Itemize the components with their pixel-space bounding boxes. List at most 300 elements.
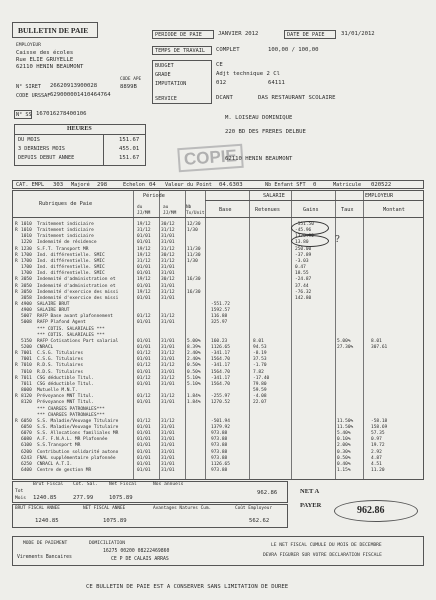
cell-taux: 11.50% [337, 424, 354, 430]
cell-code: 7010 [21, 369, 32, 375]
cell-lib: RAFP Base avant plafonnement [37, 314, 113, 320]
cell-au: 31/01 [161, 461, 175, 467]
cell-lib: Prévoyance MNT Titul. [37, 400, 94, 406]
col-au: au JJ/MM [163, 205, 177, 216]
cell-au: 31/01 [161, 357, 175, 363]
cell-du: 19/12 [137, 252, 151, 258]
cell-lib: S.S. Maladie/Veuvage Titulaire [37, 418, 119, 424]
grade-value: Adjt technique 2 Cl [216, 71, 280, 77]
dom-bank: CE P DE CALAIS ARRAS [111, 557, 169, 562]
nb-enfant-value: 0 [313, 182, 317, 188]
cell-lib: Prévoyance MNT Titul. [37, 394, 94, 400]
cell-taux: 0.50% [337, 455, 351, 461]
cell-ret: -17.40 [253, 375, 270, 381]
cell-mont: -58.18 [371, 418, 388, 424]
valeur-point-label: Valeur du Point [165, 182, 212, 188]
cell-code: 7010 [21, 363, 32, 369]
cell-base: 973.88 [211, 431, 228, 437]
cell-ret: 7.82 [253, 369, 264, 375]
mois-label: Mois [15, 496, 27, 501]
cell-base: 1270.52 [211, 400, 230, 406]
cell-lib: Centre de gestion MR [37, 468, 92, 473]
cell-lib: R.D.S. Titulaires [37, 369, 84, 375]
cell-base: 1126.65 [211, 461, 230, 467]
cell-code: 8120 [21, 400, 32, 406]
cell-mont: 2.92 [371, 449, 382, 455]
cell-base: 160.23 [211, 338, 228, 344]
cell-taux: 2.00% [337, 443, 351, 449]
ann-h8: Coût Employeur [235, 506, 273, 511]
payer-label: PAYER [300, 502, 322, 509]
cell-du: 19/12 [137, 289, 151, 295]
cell-lib: CSG déductible Titul. [37, 375, 94, 381]
urssaf-value: 629000001410464764 [50, 92, 111, 98]
col-rubriques: Rubriques de Paie [39, 201, 93, 207]
cat-value: 303 [53, 182, 64, 188]
cell-du: 01/01 [137, 271, 151, 277]
cell-gain: 142.80 [295, 295, 312, 301]
cell-au: 31/12 [161, 375, 175, 381]
cell-base: 973.88 [211, 443, 228, 449]
cell-mont: 8.01 [371, 338, 382, 344]
cell-lib: S.S. Maladie/Veuvage Titulaire [37, 424, 119, 430]
cell-nb: 5.10% [187, 375, 201, 381]
cell-lib: *** COTIS. SALARIALES *** [37, 326, 105, 332]
cell-lib: Indemnité d'exercice des missi [37, 289, 119, 295]
heures-title: HEURES [67, 126, 92, 132]
cell-nb: 0.50% [187, 363, 201, 369]
cell-code: 3050 [21, 283, 32, 289]
cell-au: 31/01 [161, 338, 175, 344]
cell-du: 01/12 [137, 351, 151, 357]
cell-lib: S.S. Allocations familiales MR [37, 431, 119, 437]
cell-au: 31/12 [161, 418, 175, 424]
cell-base: -551.72 [211, 301, 230, 307]
cell-c: R [15, 394, 18, 400]
cat-label: CAT. EMPL [16, 182, 45, 188]
cell-code: 4900 [21, 308, 32, 314]
cell-code: 4900 [21, 301, 32, 307]
cell-lib: *** CHARGES PATRONALES*** [37, 412, 105, 418]
cell-gain: 13.80 [295, 240, 309, 246]
imputation-label: IMPUTATION [155, 81, 187, 87]
temps-value: COMPLET [216, 47, 240, 53]
cell-lib: C.S.G. Titulaires [37, 351, 84, 357]
cell-nb: 2.40% [187, 351, 201, 357]
cell-base: 973.88 [211, 437, 228, 443]
employee-city: 62110 HENIN BEAUMONT [225, 156, 293, 162]
cell-nb: 11/30 [187, 252, 201, 258]
cell-gain: -551.50 [295, 222, 314, 227]
cell-du: 01/01 [137, 431, 151, 437]
cell-du: 01/01 [137, 424, 151, 430]
footer-box [12, 536, 424, 566]
imputation-code: 64111 [268, 80, 285, 86]
col-du: du JJ/MM [137, 205, 151, 216]
cell-du: 01/01 [137, 357, 151, 363]
cell-code: 6070 [21, 431, 32, 437]
cell-base: 973.88 [211, 455, 228, 461]
cell-base: -255.97 [211, 394, 230, 400]
cell-c: R [15, 301, 18, 307]
heures-3mois-value: 455.01 [119, 146, 140, 152]
cell-du: 19/12 [137, 277, 151, 283]
cell-du: 31/12 [137, 228, 151, 234]
cell-gain: 37.44 [295, 283, 309, 289]
code-ape-label: CODE APE [120, 77, 142, 82]
cell-taux: 0.40% [337, 461, 351, 467]
cell-nb: 1.84% [187, 394, 201, 400]
echelon-label: Echelon [123, 182, 145, 188]
heures-annee-label: DEPUIS DEBUT ANNEE [18, 155, 75, 161]
cell-taux: 1.15% [337, 468, 351, 473]
payslip-rows [1, 221, 436, 479]
totals-box [12, 481, 288, 503]
service-value: DCANT [216, 95, 233, 101]
siret-label: N° SIRET [16, 84, 41, 90]
cell-du: 01/12 [137, 363, 151, 369]
cell-code: 7001 [21, 351, 32, 357]
cell-lib: CNRACL [37, 345, 54, 350]
cell-mont: 4.51 [371, 461, 382, 467]
code-ape-value: 8899B [120, 84, 137, 90]
employer-line-2: Rue ELIE GRUYELLE [16, 57, 74, 63]
cell-taux: 5.40% [337, 431, 351, 437]
dom-value: 16275 00200 08222469860 [103, 549, 170, 554]
ss-value: 167016278400106 [36, 111, 87, 117]
cell-du: 01/01 [137, 234, 151, 240]
cell-du: 01/01 [137, 345, 151, 350]
col-base: Base [219, 207, 232, 213]
cell-au: 31/01 [161, 234, 175, 240]
cell-base: -501.94 [211, 418, 230, 424]
cell-lib: S.F.T. Transport MR [37, 246, 89, 252]
periode-label: PERIODE DE PAIE [155, 32, 202, 38]
cell-taux: 11.50% [337, 418, 354, 424]
cell-code: 3050 [21, 289, 32, 295]
cell-ret: 22.07 [253, 400, 267, 406]
mois-brut: 1240.85 [33, 495, 57, 501]
cell-ret: 94.53 [253, 345, 267, 350]
cell-au: 31/12 [161, 314, 175, 320]
tot-h1: Brut Fiscal [33, 482, 64, 487]
cell-c: R [15, 277, 18, 283]
cell-au: 31/01 [161, 381, 175, 387]
cell-base: -341.17 [211, 363, 230, 369]
budget-label: BUDGET [155, 63, 174, 69]
cell-ret: -4.08 [253, 394, 267, 400]
cell-au: 31/01 [161, 265, 175, 271]
cell-c: R [15, 283, 18, 289]
cell-lib: Indemnité d'administration et [37, 277, 116, 283]
cell-code: 5150 [21, 338, 32, 344]
cell-au: 31/12 [161, 258, 175, 264]
cell-ret: 59.59 [253, 388, 267, 394]
cell-code: 1700 [21, 265, 32, 271]
cell-du: 01/12 [137, 314, 151, 320]
employer-line-3: 62110 HENIN BEAUMONT [16, 64, 84, 70]
cell-c: R [15, 418, 18, 424]
cell-lib: Ind. différentielle. SMIC [37, 252, 105, 258]
ann-net: 1075.89 [103, 518, 127, 524]
cell-au: 31/01 [161, 295, 175, 301]
cell-nb: 8.39% [187, 345, 201, 350]
cell-lib: Traitement indiciaire [37, 222, 94, 227]
cell-du: 01/01 [137, 338, 151, 344]
ann-brut: 1240.85 [35, 518, 59, 524]
cell-du: 01/01 [137, 449, 151, 455]
cell-code: 1010 [21, 228, 32, 234]
cell-au: 31/01 [161, 271, 175, 277]
cell-du: 01/01 [137, 461, 151, 467]
cell-lib: Indemnité d'exercice des missi [37, 295, 119, 301]
ss-label: N° SS [16, 112, 32, 118]
dom-label: DOMICILIATION [89, 541, 125, 546]
employer-line-1: Caisse des écoles [16, 50, 74, 56]
cell-du: 01/01 [137, 468, 151, 473]
cell-base: 1126.65 [211, 345, 230, 350]
cell-ret: -1.70 [253, 363, 267, 369]
cell-lib: *** CHARGES PATRONALES*** [37, 406, 105, 412]
cell-lib: FNAL supplémentaire plafonnée [37, 455, 116, 461]
cell-code: 1700 [21, 252, 32, 258]
cell-du: 01/01 [137, 381, 151, 387]
cell-lib: R.D.S. Titulaires [37, 363, 84, 369]
cell-code: 3058 [21, 295, 32, 301]
cell-au: 31/01 [161, 437, 175, 443]
cell-gain: -3.03 [295, 258, 309, 264]
date-value: 31/01/2012 [341, 31, 375, 37]
mode-value: Virements Bancaires [17, 555, 72, 560]
cell-du: 01/01 [137, 400, 151, 406]
cell-c: R [15, 363, 18, 369]
cell-base: 1592.57 [211, 308, 230, 314]
cell-base: 1564.70 [211, 357, 230, 363]
cell-code: 6400 [21, 468, 32, 473]
employer-label: EMPLOYEUR [16, 43, 41, 48]
heures-3mois-label: 3 DERNIERS MOIS [18, 146, 65, 152]
majore-value: 298 [97, 182, 108, 188]
heures-annee-value: 151.67 [119, 155, 140, 161]
annual-box [12, 504, 288, 528]
cell-lib: *** COTIS. SALARIALES *** [37, 332, 105, 338]
heures-mois-label: DU MOIS [18, 137, 40, 143]
cell-gain: -45.96 [295, 228, 312, 234]
cell-lib: Indemnité de résidence [37, 240, 97, 246]
cell-nb: 12/30 [187, 222, 201, 227]
col-salarie: SALARIE [263, 193, 285, 199]
cell-au: 31/01 [161, 283, 175, 289]
cell-lib: RAFP Cotisations Part salarial [37, 338, 119, 344]
temps-label: TEMPS DE TRAVAIL [155, 48, 205, 54]
col-taux: Taux [341, 207, 354, 213]
cell-c: R [15, 228, 18, 234]
cell-du: 01/01 [137, 265, 151, 271]
cell-base: 1564.70 [211, 369, 230, 375]
cell-du: 01/01 [137, 295, 151, 301]
mode-label: MODE DE PAIEMENT [23, 541, 68, 546]
id-line [12, 180, 424, 189]
cell-au: 31/01 [161, 431, 175, 437]
cell-code: 1010 [21, 234, 32, 240]
note-2: DEVRA FIGURER SUR VOTRE DECLARATION FISCALE [263, 553, 382, 558]
cell-base: -341.17 [211, 375, 230, 381]
cell-code: 6250 [21, 461, 32, 467]
cell-du: 01/01 [137, 443, 151, 449]
cell-du: 01/12 [137, 394, 151, 400]
cell-code: 1700 [21, 258, 32, 264]
cell-code: 1700 [21, 271, 32, 277]
matricule-value: 020522 [371, 182, 392, 188]
date-label: DATE DE PAIE [287, 32, 325, 38]
cell-base: 973.88 [211, 468, 228, 473]
cell-nb: 0.50% [187, 369, 201, 375]
cell-base: 116.88 [211, 314, 228, 320]
cell-au: 30/12 [161, 222, 175, 227]
cell-code: 5007 [21, 314, 32, 320]
cell-du: 01/12 [137, 375, 151, 381]
cell-base: -341.17 [211, 351, 230, 357]
nb-enfant-label: Nb Enfant SFT [265, 182, 306, 188]
cell-code: 8000 [21, 388, 32, 394]
handwritten-mark: ? [335, 235, 340, 245]
cell-lib: Indemnité d'administration et [37, 283, 116, 289]
cell-lib: SALAIRE BRUT [37, 308, 70, 314]
cell-code: 6243 [21, 455, 32, 461]
cell-gain: 250.00 [295, 246, 312, 252]
ann-h5: BRUT FISCAL ANNEE [15, 506, 60, 511]
bottom-notice: CE BULLETIN DE PAIE EST A CONSERVER SANS LIMITATION DE DUREE [86, 584, 289, 590]
tot-h2: Cot. Sal. [73, 482, 98, 487]
cell-du: 31/12 [137, 258, 151, 264]
cell-code: 7011 [21, 381, 32, 387]
cell-mont: 19.72 [371, 443, 385, 449]
cell-du: 01/01 [137, 369, 151, 375]
cell-ret: 79.80 [253, 381, 267, 387]
ann-h7: Avantages Natures Cum. [153, 506, 212, 511]
matricule-label: Matricule [333, 182, 362, 188]
cell-nb: 5.00% [187, 338, 201, 344]
budget-value: CE [216, 62, 223, 68]
cell-nb: 1.84% [187, 400, 201, 406]
cell-code: 6200 [21, 449, 32, 455]
cell-nb: 1/30 [187, 228, 198, 234]
tot-h4: Nos annuels [153, 482, 184, 487]
cell-lib: Mutuelle M.N.T. [37, 388, 78, 394]
payslip-table [12, 190, 424, 480]
periode-label-box [152, 30, 214, 39]
cell-lib: RAFP Plafond Agent [37, 320, 86, 326]
cell-code: 6080 [21, 437, 32, 443]
sum-retenues: 962.86 [257, 490, 278, 496]
echelon-value: 04 [149, 182, 156, 188]
cell-au: 30/12 [161, 277, 175, 283]
periode-value: JANVIER 2012 [218, 31, 259, 37]
cell-du: 01/01 [137, 283, 151, 289]
cell-ret: -8.19 [253, 351, 267, 357]
mois-cot: 277.99 [73, 495, 94, 501]
cell-c: R [15, 252, 18, 258]
employee-name: M. LOISEAU DOMINIQUE [225, 115, 293, 121]
cell-au: 31/01 [161, 449, 175, 455]
cell-base: 973.88 [211, 449, 228, 455]
cell-lib: A.F. F.N.A.L. MR Plafonnée [37, 437, 108, 443]
cell-au: 31/01 [161, 345, 175, 350]
cell-code: 8120 [21, 394, 32, 400]
temps-ratio: 100,00 / 100,00 [268, 47, 319, 53]
cell-code: 6050 [21, 418, 32, 424]
cell-code: 1220 [21, 240, 32, 246]
cell-mont: 57.35 [371, 431, 385, 437]
cell-nb: 5.10% [187, 381, 201, 387]
siret-value: 26620913900028 [50, 83, 98, 89]
cell-au: 31/01 [161, 468, 175, 473]
cell-c: R [15, 246, 18, 252]
cell-du: 01/01 [137, 455, 151, 461]
note-1: LE NET FISCAL CUMULE DU MOIS DE DECEMBRE [271, 543, 382, 548]
cell-au: 30/12 [161, 252, 175, 258]
net-value-box [334, 500, 418, 522]
cell-du: 19/12 [137, 222, 151, 227]
cell-lib: Ind. différentielle. SMIC [37, 258, 105, 264]
cell-ret: 8.01 [253, 338, 264, 344]
tot-h3: Net Fiscal [109, 482, 137, 487]
col-nb: Nb Tx/Unit [186, 205, 205, 216]
cell-lib: C.S.G. Titulaires [37, 357, 84, 363]
cell-code: 6100 [21, 443, 32, 449]
cell-au: 31/12 [161, 289, 175, 295]
cell-lib: CNRACL A.T.I. [37, 461, 73, 467]
cell-gain: 1379.92 [295, 234, 314, 240]
cell-code: 1230 [21, 246, 32, 252]
cell-nb: 16/30 [187, 289, 201, 295]
cell-c: R [15, 351, 18, 357]
cell-nb: 2.40% [187, 357, 201, 363]
grade-label: GRADE [155, 72, 171, 78]
cell-gain: 18.55 [295, 271, 309, 277]
cell-code: 5008 [21, 320, 32, 326]
net-value: 962.86 [357, 505, 385, 516]
cell-au: 31/01 [161, 400, 175, 406]
date-label-box [284, 30, 336, 39]
cell-ret: 37.53 [253, 357, 267, 363]
cell-au: 31/01 [161, 240, 175, 246]
cell-au: 31/01 [161, 424, 175, 430]
copie-stamp: COPIE [177, 144, 243, 172]
cell-au: 31/12 [161, 394, 175, 400]
cell-au: 31/01 [161, 320, 175, 326]
cell-mont: 11.20 [371, 468, 385, 473]
cell-mont: 158.69 [371, 424, 388, 430]
cell-code: 6050 [21, 424, 32, 430]
cell-mont: 4.87 [371, 455, 382, 461]
cell-nb: 16/30 [187, 277, 201, 283]
table-row [1, 467, 436, 474]
col-retenues: Retenues [255, 207, 280, 213]
cell-lib: Traitement indiciaire [37, 228, 94, 234]
cell-au: 31/12 [161, 228, 175, 234]
urssaf-label: CODE URSSAF [16, 93, 51, 99]
cell-taux: 5.00% [337, 338, 351, 344]
cell-base: 1379.92 [211, 424, 230, 430]
tot-label: Tot [15, 489, 24, 494]
ann-h6: NET FISCAL ANNEE [83, 506, 126, 511]
col-gains: Gains [303, 207, 319, 213]
col-periode: Période [143, 193, 165, 199]
cell-lib: Ind. différentielle. SMIC [37, 271, 105, 277]
service-name: DAS RESTAURANT SCOLAIRE [258, 95, 336, 101]
cell-du: 01/01 [137, 320, 151, 326]
